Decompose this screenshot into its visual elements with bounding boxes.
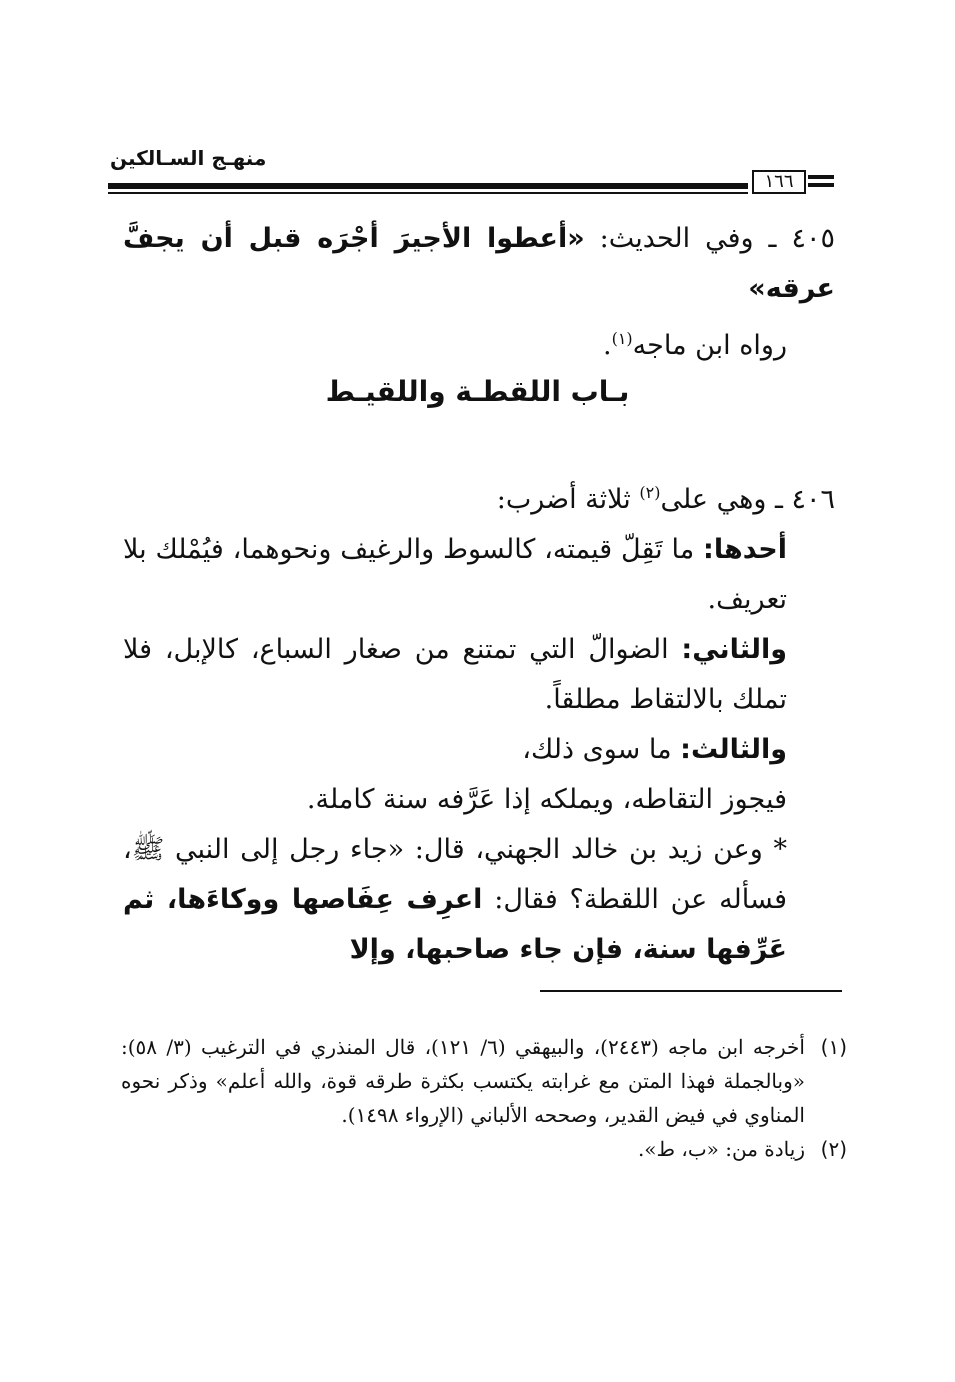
hadith-text: * وعن زيد بن خالد الجهني، قال: «جاء رجل إلى النبي ﷺ، فسأله عن اللقطة؟ فقال:	[123, 834, 788, 915]
category-label: والثالث:	[680, 734, 787, 765]
paragraph-intro-cont: ثلاثة أضرب:	[496, 484, 631, 515]
footnote-1	[121, 1030, 847, 1132]
header-rule-thin	[108, 192, 748, 194]
footnote-text: زيادة من: «ب، ط».	[637, 1137, 805, 1161]
footnote-2	[121, 1132, 847, 1166]
category-text: ما سوى ذلك،	[522, 734, 672, 765]
category-label: والثاني:	[681, 634, 787, 665]
category-text: فيجوز التقاطه، ويملكه إذا عَرَّفه سنة كاملة.	[306, 784, 787, 815]
hadith-source: رواه ابن ماجه	[632, 330, 787, 361]
chapter-title: بـاب اللقطـة واللقيـط	[325, 375, 630, 408]
page-number: ١٦٦	[752, 170, 806, 194]
hadith-quote: اعرِف عِفَاصها ووكاءَها، ثم عَرِّفها سنة، فإن جاء صاحبها، وإلا	[123, 884, 787, 965]
category-text: الضوالّ التي تمتنع من صغار السباع، كالإبل، فلا تملك بالالتقاط مطلقاً.	[123, 634, 787, 715]
running-header-title: منهـج السـالكين	[110, 146, 267, 170]
category-text: ما تَقِلّ قيمته، كالسوط والرغيف ونحوهما، فيُمْلك بلا تعريف.	[123, 534, 787, 615]
paragraph-intro: ـ وفي الحديث:	[599, 223, 777, 254]
footnote-number: (٢)	[820, 1137, 847, 1161]
paragraph-intro: ـ وهي على	[660, 484, 783, 515]
footnote-ref[interactable]: (٢)	[639, 483, 661, 502]
hadith-quote: «أعطوا الأجيرَ أجْرَه قبل أن يجفَّ عرقه»	[123, 223, 835, 304]
footnote-text: أخرجه ابن ماجه (٢٤٤٣)، والبيهقي (٦/ ١٢١)، قال المنذري في الترغيب (٣/ ٥٨): «وبالجملة فهذا المتن مع غرابته يكتسب بكثرة طرقه قوة، والله أعلم» وذكر نحوه المناوي في فيض القدير، وصححه الألباني (الإرواء ١٤٩٨).	[121, 1035, 805, 1127]
item-number: ٤٠٥	[791, 223, 835, 254]
page-number-ornament	[808, 175, 834, 179]
header-rule	[108, 183, 748, 189]
footnote-ref[interactable]: (١)	[611, 329, 633, 348]
footnotes	[121, 1030, 847, 1166]
item-number: ٤٠٦	[791, 484, 835, 515]
footnote-number: (١)	[820, 1035, 847, 1059]
paragraph-405: ٤٠٥ ـ وفي الحديث: «أعطوا الأجيرَ أجْرَه قبل أن يجفَّ عرقه» رواه ابن ماجه$^{(١)}$.	[123, 223, 835, 361]
footnote-divider	[540, 990, 842, 992]
page-number-ornament	[808, 183, 834, 187]
category-label: أحدها:	[703, 534, 787, 565]
paragraph-406	[123, 468, 835, 975]
